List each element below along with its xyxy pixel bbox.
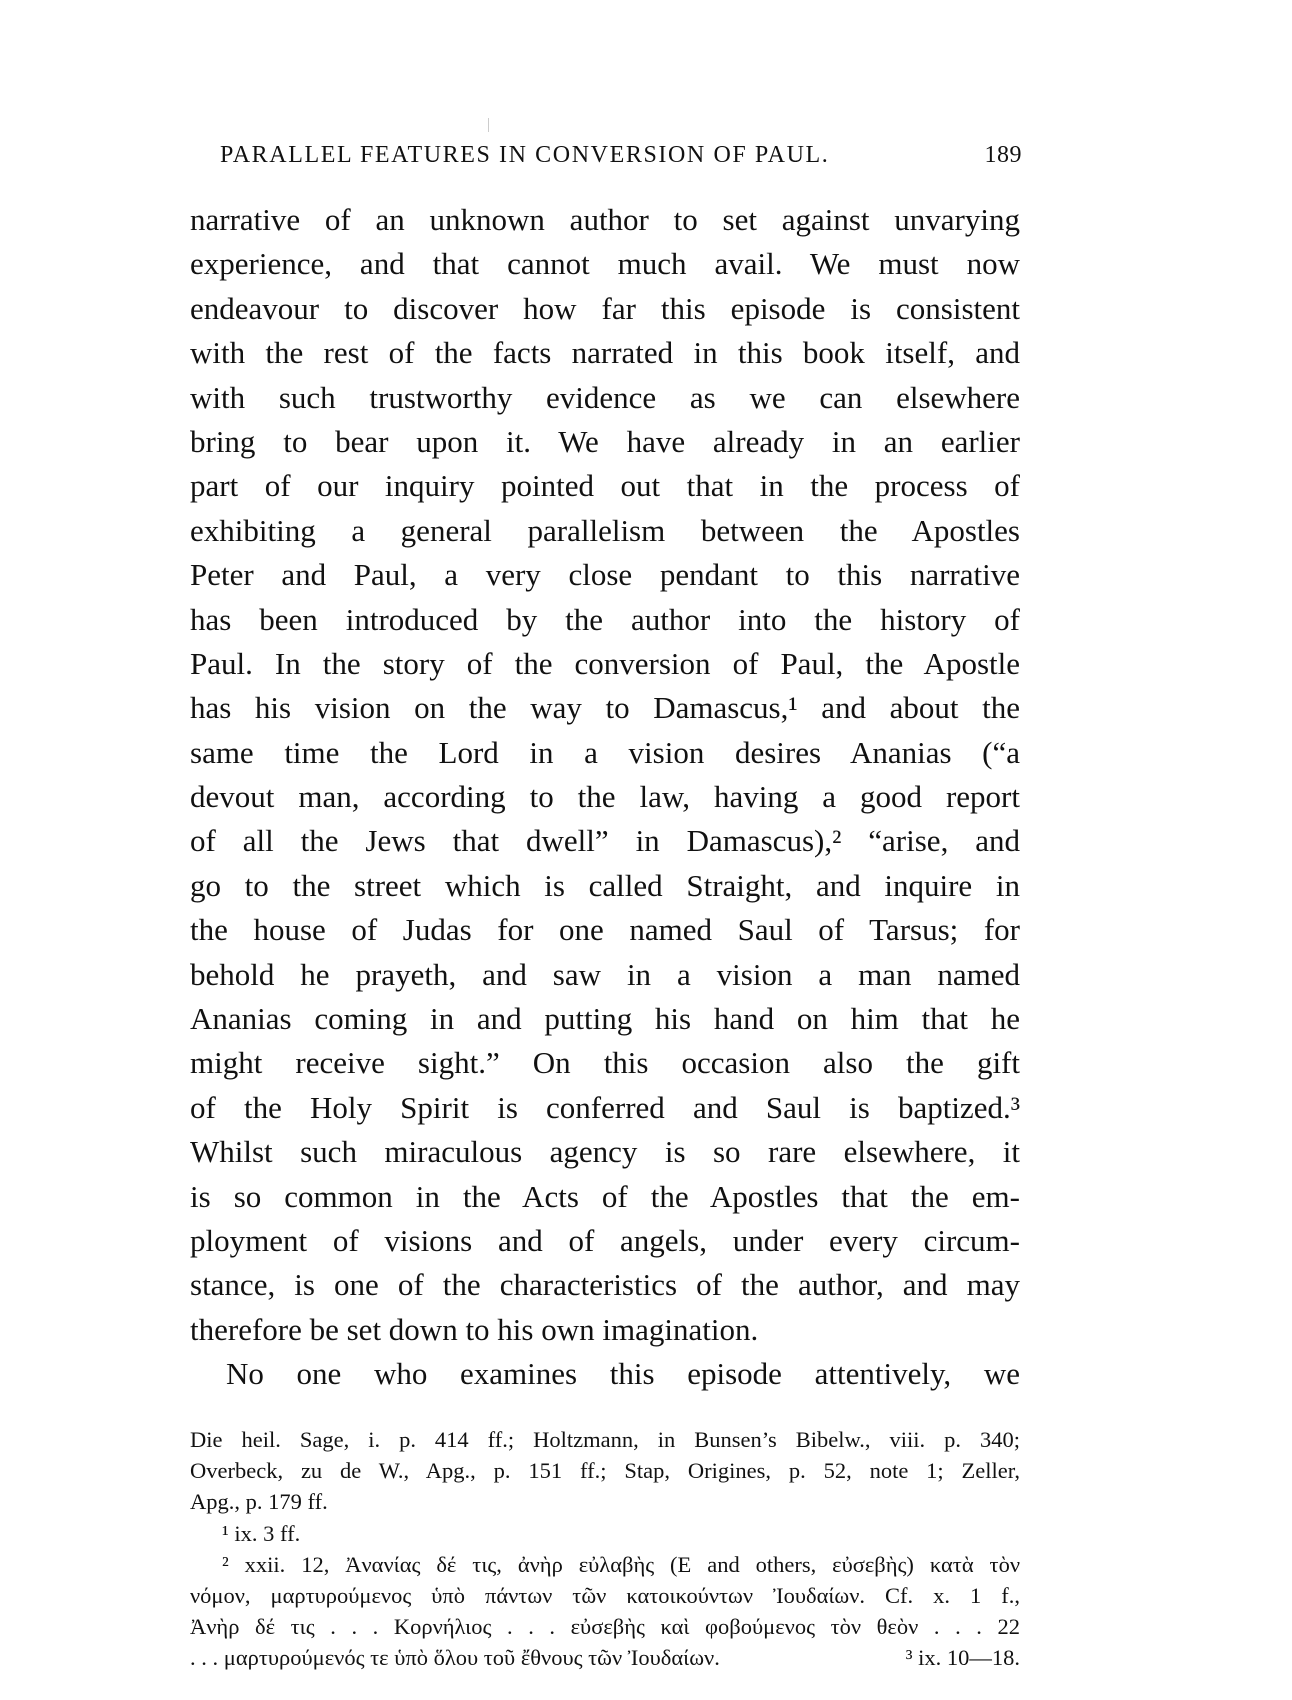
body-line: the house of Judas for one named Saul of Tarsus; for <box>190 912 1020 948</box>
footnote-2-line: ² xxii. 12, Ἀνανίας δέ τις, ἀνὴρ εὐλαβὴς (E and others, εὐσεβὴς) κατὰ τὸν <box>222 1551 1020 1577</box>
body-line-paragraph-start: No one who examines this episode attentively, we <box>226 1356 1020 1392</box>
body-line: with the rest of the facts narrated in this book itself, and <box>190 335 1020 371</box>
footnote-2-line: νόμον, μαρτυρούμενος ὑπὸ πάντων τῶν κατοικούντων Ἰουδαίων. Cf. x. 1 f., <box>190 1582 1020 1608</box>
body-line: with such trustworthy evidence as we can elsewhere <box>190 379 1020 415</box>
body-line: therefore be set down to his own imagination. <box>190 1311 759 1347</box>
body-line: might receive sight.” On this occasion also the gift <box>190 1045 1020 1081</box>
body-line: ployment of visions and of angels, under every circum- <box>190 1222 1020 1258</box>
body-line: Paul. In the story of the conversion of Paul, the Apostle <box>190 645 1020 681</box>
body-line: has been introduced by the author into the history of <box>190 601 1020 637</box>
footnote-2-line: Ἀνὴρ δέ τις . . . Κορνήλιος . . . εὐσεβὴς καὶ φοβούμενος τὸν θεὸν . . . 22 <box>190 1614 1020 1640</box>
footnote-continuation-line: Overbeck, zu de W., Apg., p. 151 ff.; Stap, Origines, p. 52, note 1; Zeller, <box>190 1458 1020 1484</box>
body-line: go to the street which is called Straight, and inquire in <box>190 867 1020 903</box>
footnote-continuation-line: Apg., p. 179 ff. <box>190 1489 328 1515</box>
body-line: stance, is one of the characteristics of the author, and may <box>190 1267 1020 1303</box>
footnote-2-line: . . . μαρτυρούμενός τε ὑπὸ ὅλου τοῦ ἔθνους τῶν Ἰουδαίων. <box>190 1645 720 1671</box>
body-text <box>190 198 1020 1397</box>
running-head-title: PARALLEL FEATURES IN CONVERSION OF PAUL. <box>220 142 830 168</box>
footnote-1: ¹ ix. 3 ff. <box>222 1520 301 1546</box>
footnote-continuation-line: Die heil. Sage, i. p. 414 ff.; Holtzmann, in Bunsen’s Bibelw., viii. p. 340; <box>190 1427 1020 1452</box>
footnote-3: ³ ix. 10—18. <box>905 1645 1020 1671</box>
running-head <box>220 138 1022 172</box>
body-line: part of our inquiry pointed out that in the process of <box>190 468 1020 504</box>
body-line: narrative of an unknown author to set against unvarying <box>190 202 1020 237</box>
body-line: exhibiting a general parallelism between the Apostles <box>190 512 1020 548</box>
body-line: has his vision on the way to Damascus,¹ and about the <box>190 690 1020 726</box>
body-line: experience, and that cannot much avail. We must now <box>190 246 1020 282</box>
body-line: same time the Lord in a vision desires Ananias (“a <box>190 734 1020 770</box>
footnote-line-with-note-3 <box>190 1642 1020 1673</box>
body-line: Peter and Paul, a very close pendant to this narrative <box>190 557 1020 593</box>
body-line: behold he prayeth, and saw in a vision a man named <box>190 956 1020 992</box>
body-line: bring to bear upon it. We have already in an earlier <box>190 423 1020 459</box>
body-line: endeavour to discover how far this episode is consistent <box>190 290 1020 326</box>
top-mark <box>488 118 489 132</box>
body-line: of all the Jews that dwell” in Damascus),² “arise, and <box>190 823 1020 859</box>
body-line: devout man, according to the law, having a good report <box>190 779 1020 815</box>
body-line: Ananias coming in and putting his hand on him that he <box>190 1001 1020 1037</box>
page-number: 189 <box>984 142 1022 168</box>
footnotes <box>190 1424 1020 1674</box>
body-line: is so common in the Acts of the Apostles that the em- <box>190 1178 1020 1214</box>
body-line: of the Holy Spirit is conferred and Saul is baptized.³ <box>190 1089 1020 1125</box>
body-line: Whilst such miraculous agency is so rare elsewhere, it <box>190 1134 1020 1170</box>
